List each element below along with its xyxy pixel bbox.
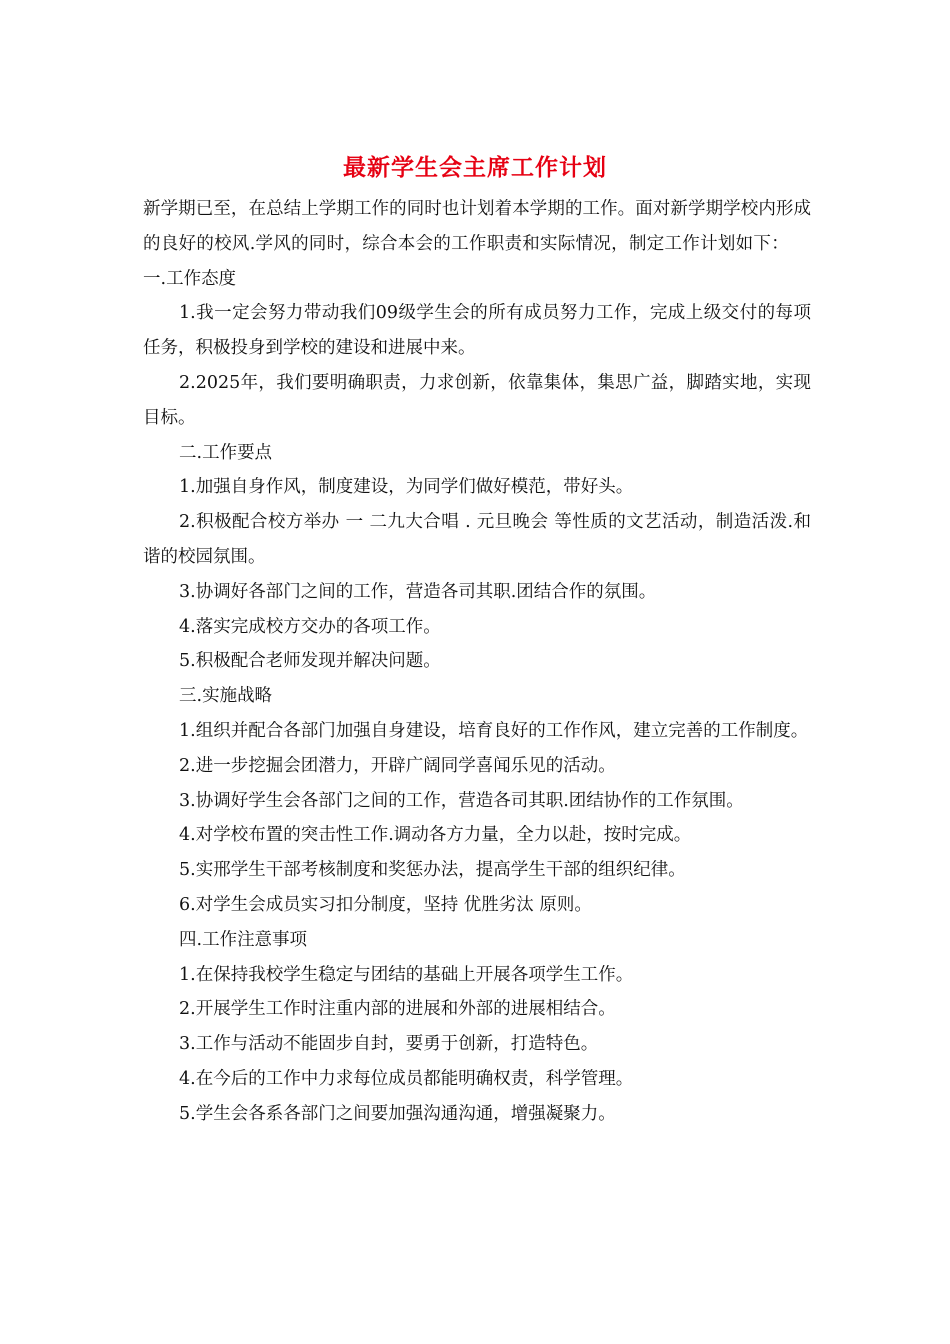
section-2-item-3: 3.协调好各部门之间的工作，营造各司其职.团结合作的氛围。 [179,581,657,602]
section-4-item-4: 4.在今后的工作中力求每位成员都能明确权责，科学管理。 [179,1068,634,1089]
section-3-item-3: 3.协调好学生会各部门之间的工作，营造各司其职.团结协作的工作氛围。 [179,790,744,811]
intro-text: 新学期已至，在总结上学期工作的同时也计划着本学期的工作。面对新学期学校内形成的良好的校风.学风的同时，综合本会的工作职责和实际情况，制定工作计划如下： [143,199,811,254]
section-3-item-4: 4.对学校布置的突击性工作.调动各方力量，全力以赴，按时完成。 [179,825,692,846]
section-4-heading: 四.工作注意事项 [179,929,308,950]
document-body [143,192,811,1132]
section-1-item-1: 1.我一定会努力带动我们09级学生会的所有成员努力工作，完成上级交付的每项任务，积极投身到学校的建设和进展中来。 [143,303,811,359]
section-3-item-1: 1.组织并配合各部门加强自身建设，培育良好的工作作风，建立完善的工作制度。 [179,720,809,741]
section-1-item-2: 2.2025年，我们要明确职责，力求创新，依靠集体，集思广益，脚踏实地，实现目标。 [143,372,811,428]
section-3-item-6: 6.对学生会成员实习扣分制度，坚持 优胜劣汰 原则。 [179,894,592,915]
section-3-item-5: 5.实邢学生干部考核制度和奖惩办法，提高学生干部的组织纪律。 [179,860,686,881]
section-2-heading: 二.工作要点 [179,442,273,463]
intro-paragraph [143,192,811,296]
document-title: 最新学生会主席工作计划 [343,155,607,181]
section-3-heading: 三.实施战略 [179,686,273,707]
section-2-item-4: 4.落实完成校方交办的各项工作。 [179,616,441,637]
section-2-item-1: 1.加强自身作风，制度建设，为同学们做好模范，带好头。 [179,477,634,498]
section-4-item-1: 1.在保持我校学生稳定与团结的基础上开展各项学生工作。 [179,964,634,985]
section-4-item-2: 2.开展学生工作时注重内部的进展和外部的进展相结合。 [179,999,616,1020]
section-3-item-2: 2.进一步挖掘会团潜力，开辟广阔同学喜闻乐见的活动。 [179,755,616,776]
section-1-heading: 一.工作态度 [143,268,237,289]
section-2-item-2: 2.积极配合校方举办 一 二九大合唱 . 元旦晚会 等性质的文艺活动，制造活泼.和谐的校园氛围。 [143,512,811,567]
section-4-item-3: 3.工作与活动不能固步自封，要勇于创新，打造特色。 [179,1034,599,1055]
section-2-item-5: 5.积极配合老师发现并解决问题。 [179,651,441,672]
section-4-item-5: 5.学生会各系各部门之间要加强沟通沟通，增强凝聚力。 [179,1103,616,1124]
